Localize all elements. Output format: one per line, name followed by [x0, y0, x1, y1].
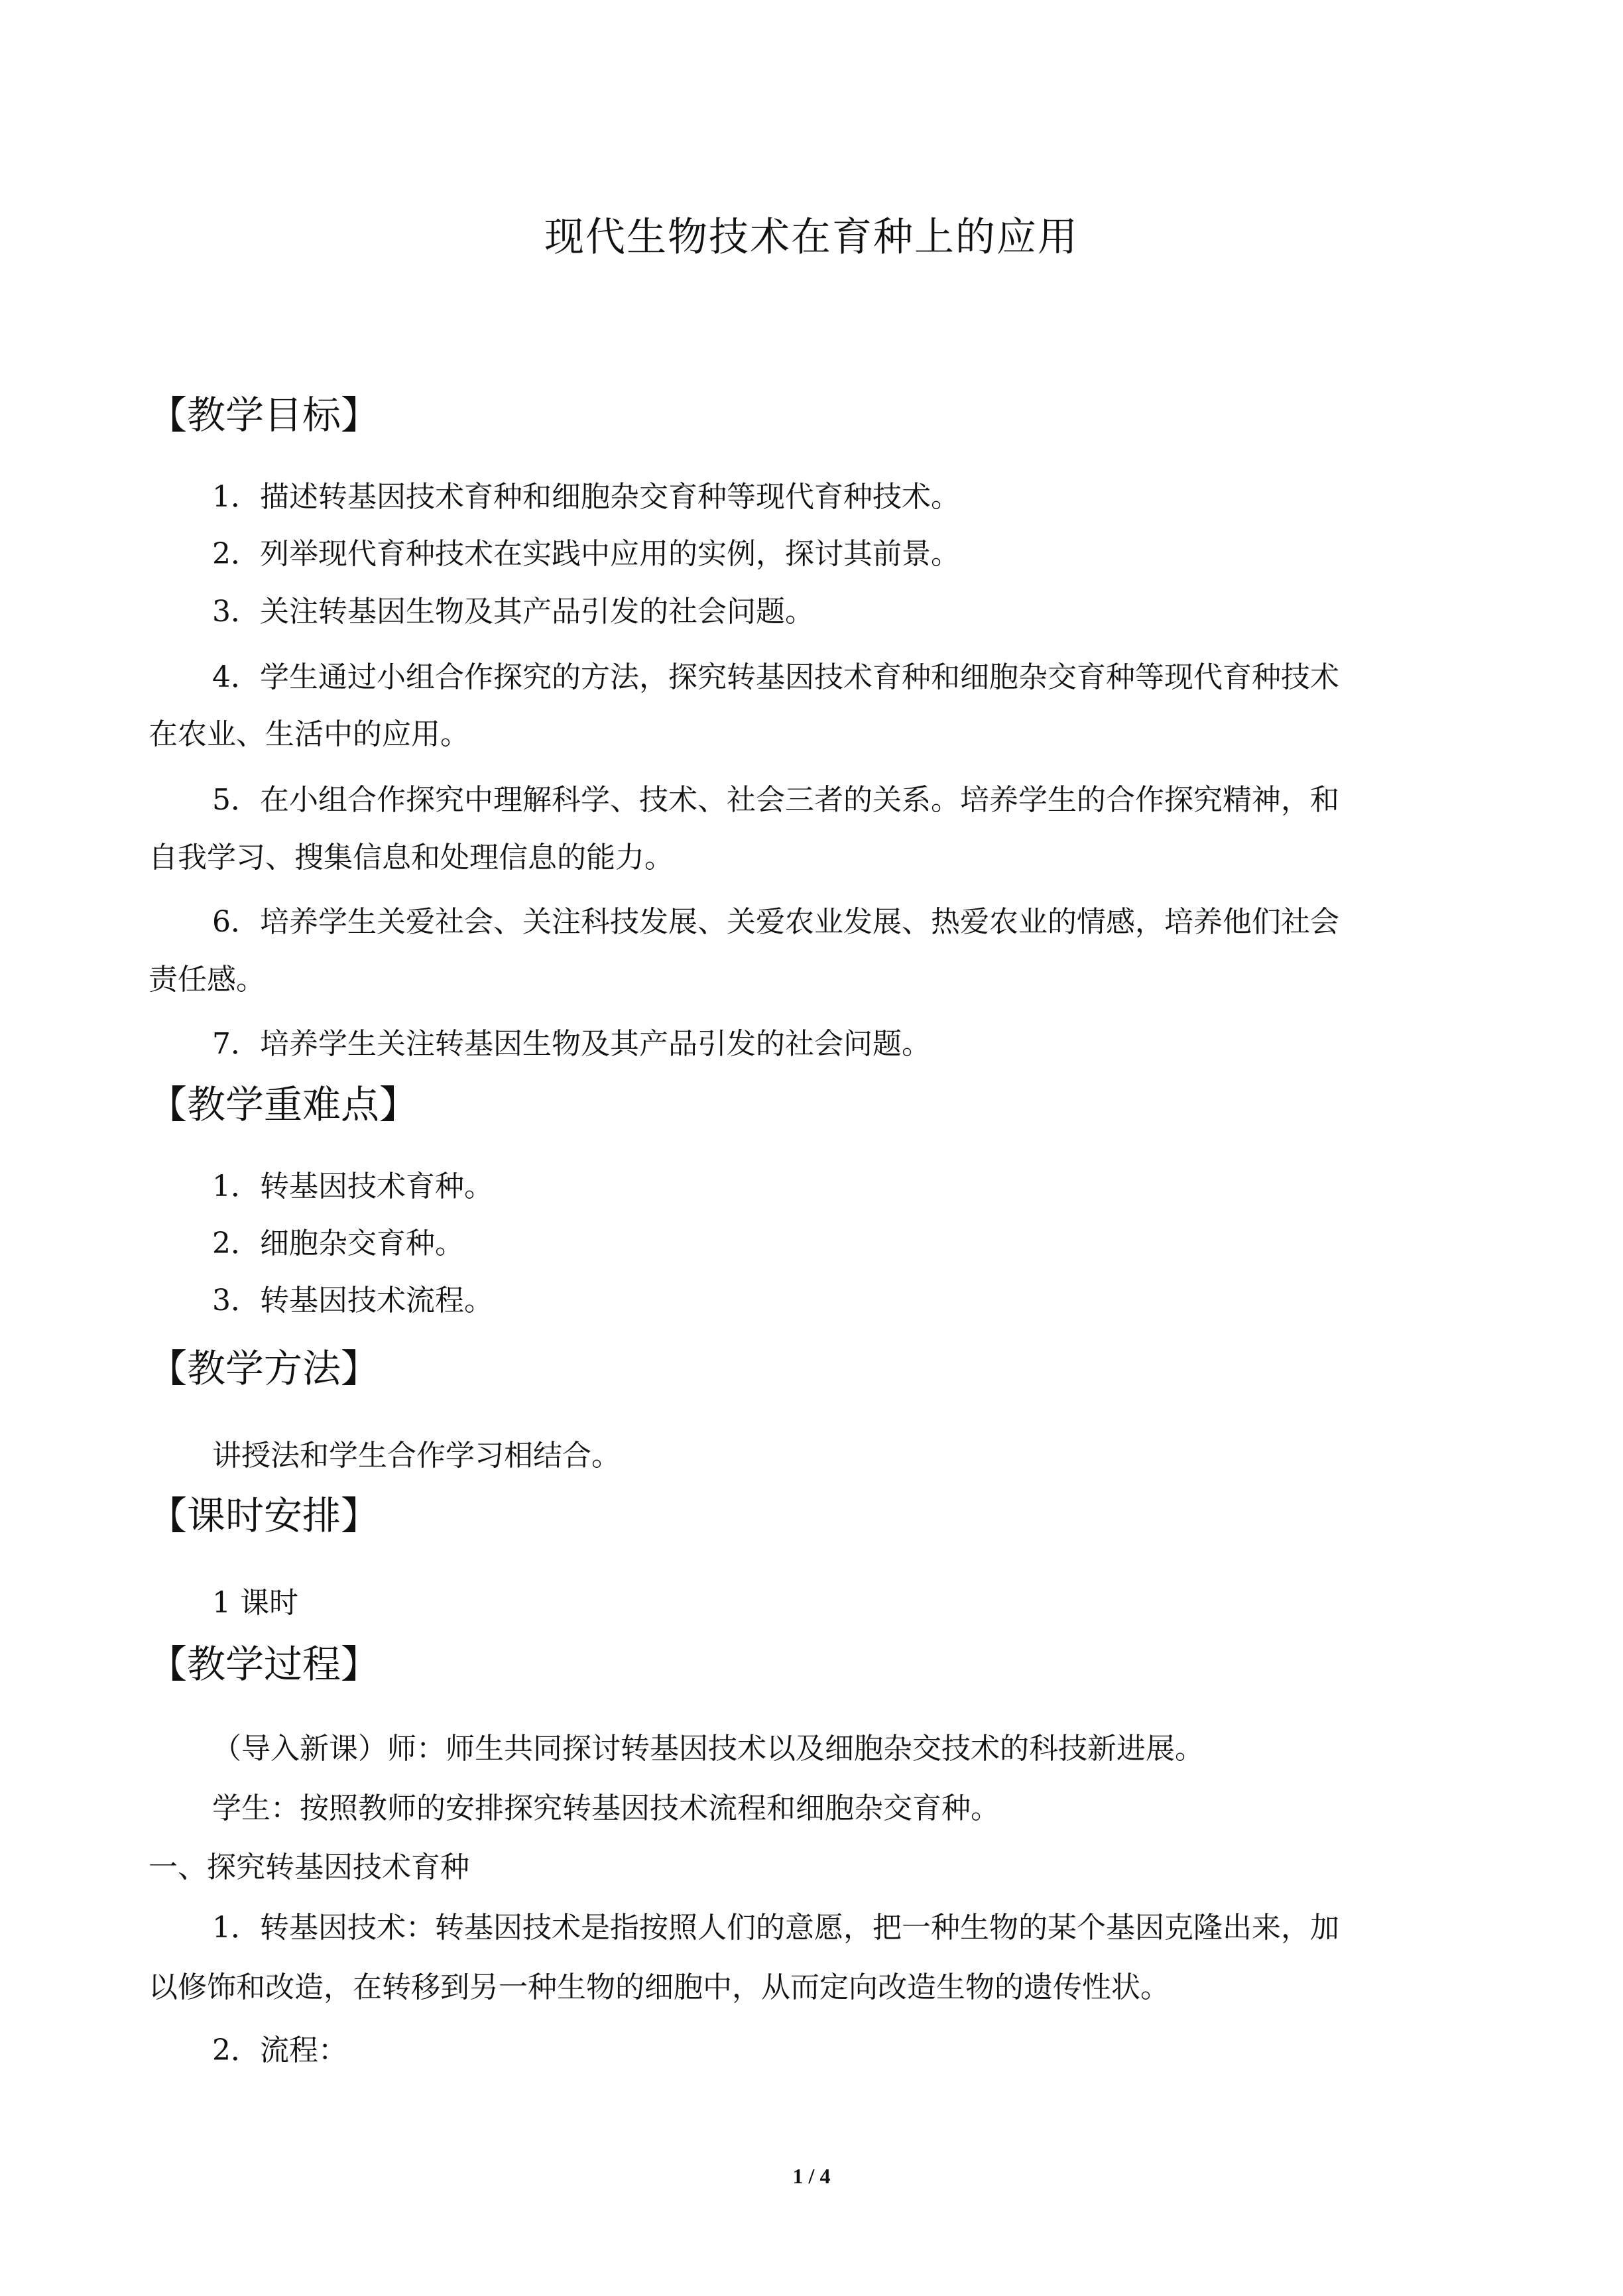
- document-title: 现代生物技术在育种上的应用: [544, 214, 1079, 261]
- section-heading-process: 【教学过程】: [149, 1642, 380, 1687]
- process-line-continuation: 以修饰和改造，在转移到另一种生物的细胞中，从而定向改造生物的遗传性状。: [149, 1970, 1170, 2004]
- key-point-item: 1．转基因技术育种。: [212, 1170, 493, 1203]
- section-heading-schedule: 【课时安排】: [149, 1493, 380, 1538]
- goal-item: 5．在小组合作探究中理解科学、技术、社会三者的关系。培养学生的合作探究精神，和: [212, 783, 1339, 817]
- goal-item-continuation: 在农业、生活中的应用。: [149, 717, 469, 751]
- key-point-item: 3．转基因技术流程。: [212, 1284, 493, 1317]
- goal-item-continuation: 责任感。: [149, 963, 265, 997]
- goal-item: 4．学生通过小组合作探究的方法，探究转基因技术育种和细胞杂交育种等现代育种技术: [212, 660, 1339, 694]
- methods-text: 讲授法和学生合作学习相结合。: [212, 1439, 621, 1473]
- goal-item-continuation: 自我学习、搜集信息和处理信息的能力。: [149, 841, 674, 875]
- key-point-item: 2．细胞杂交育种。: [212, 1227, 464, 1260]
- process-subheading: 一、探究转基因技术育种: [149, 1850, 469, 1884]
- section-heading-key-points: 【教学重难点】: [149, 1082, 418, 1127]
- section-heading-goals: 【教学目标】: [149, 393, 380, 438]
- process-line: （导入新课）师：师生共同探讨转基因技术以及细胞杂交技术的科技新进展。: [212, 1732, 1204, 1766]
- goal-item: 3．关注转基因生物及其产品引发的社会问题。: [212, 595, 814, 629]
- section-heading-methods: 【教学方法】: [149, 1346, 380, 1391]
- goal-item: 7．培养学生关注转基因生物及其产品引发的社会问题。: [212, 1027, 931, 1061]
- page-number: 1 / 4: [792, 2164, 831, 2188]
- process-line: 1．转基因技术：转基因技术是指按照人们的意愿，把一种生物的某个基因克隆出来，加: [212, 1911, 1339, 1945]
- schedule-text: 1 课时: [212, 1586, 298, 1620]
- process-line: 学生：按照教师的安排探究转基因技术流程和细胞杂交育种。: [212, 1791, 1000, 1825]
- process-line: 2．流程：: [212, 2033, 347, 2067]
- goal-item: 6．培养学生关爱社会、关注科技发展、关爱农业发展、热爱农业的情感，培养他们社会: [212, 905, 1339, 939]
- goal-item: 1．描述转基因技术育种和细胞杂交育种等现代育种技术。: [212, 480, 960, 514]
- goal-item: 2．列举现代育种技术在实践中应用的实例，探讨其前景。: [212, 537, 960, 571]
